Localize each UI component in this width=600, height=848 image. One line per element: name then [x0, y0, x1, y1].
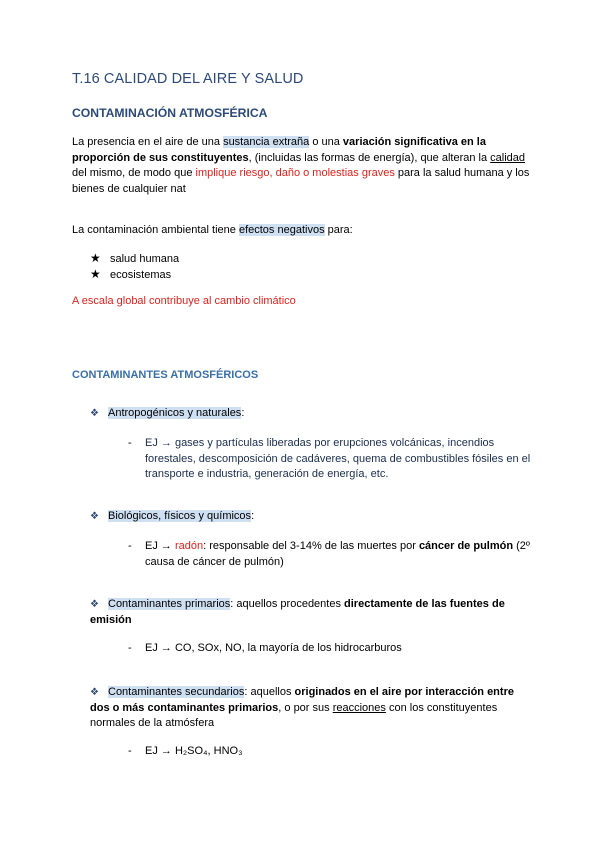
text-run: La contaminación ambiental tiene — [72, 224, 239, 236]
example-text: EJ → gases y partículas liberadas por erupciones volcánicas, incendios forestales, descomposición de cadáveres, quema de combustibles fósiles en el transporte e industria, generación de energía, etc. — [145, 437, 531, 480]
list-item-text: ecosistemas — [110, 269, 172, 281]
bold-text: cáncer de pulmón — [418, 540, 514, 552]
list-item — [90, 251, 179, 267]
definition-paragraph — [72, 135, 532, 197]
dash-bullet: - — [128, 642, 132, 654]
text-run: , (incluidas las formas de energía), que alteran la — [248, 151, 491, 164]
text-run: La presencia en el aire de una — [72, 136, 224, 148]
text-run: EJ → — [145, 540, 175, 552]
list-item — [90, 597, 520, 628]
bold-text: directamente de las fuentes de emisión — [90, 598, 505, 626]
page-title: T.16 CALIDAD DEL AIRE Y SALUD — [72, 71, 304, 87]
diamond-bullet-icon: ❖ — [90, 408, 99, 419]
star-icon: ★ — [90, 267, 101, 281]
text-run: o una — [309, 136, 343, 148]
text-run: : aquellos — [244, 686, 295, 698]
list-item — [90, 406, 244, 422]
example-text: EJ → CO, SOx, NO, la mayoría de los hidrocarburos — [145, 642, 402, 654]
item-label: Biológicos, físicos y químicos — [108, 510, 252, 522]
text-run: para la salud humana y los bienes de cualquier nat — [72, 167, 530, 195]
text-run: : — [251, 510, 255, 522]
dash-bullet: - — [128, 437, 132, 449]
example-item — [128, 744, 535, 760]
list-item — [90, 509, 254, 525]
effects-list — [90, 251, 179, 283]
diamond-bullet-icon: ❖ — [90, 687, 99, 698]
item-label: Antropogénicos y naturales — [108, 407, 242, 419]
diamond-bullet-icon: ❖ — [90, 511, 99, 522]
underlined-text: reacciones — [332, 701, 386, 714]
text-run: con los constituyentes normales de la atmósfera — [90, 701, 498, 729]
effects-sentence — [72, 224, 353, 236]
example-item — [128, 539, 545, 570]
example-text: EJ → H₂SO₄, HNO₃ — [145, 745, 243, 757]
bold-text: variación significativa en la proporción de sus constituyentes — [72, 136, 486, 164]
red-text: radón — [174, 540, 204, 552]
list-item — [90, 685, 520, 732]
dash-bullet: - — [128, 540, 132, 552]
highlight-text: efectos negativos — [238, 224, 325, 236]
item-label: Contaminantes primarios — [108, 598, 231, 610]
text-run: : aquellos procedentes — [230, 598, 345, 610]
underlined-text: calidad — [490, 151, 526, 164]
list-item — [90, 267, 179, 283]
item-label: Contaminantes secundarios — [108, 686, 245, 698]
star-icon: ★ — [90, 251, 101, 265]
text-run: (2º causa de cáncer de pulmón) — [145, 540, 530, 568]
bold-text: originados en el aire por interacción entre dos o más contaminantes primarios — [90, 686, 514, 714]
text-run: del mismo, de modo que — [72, 167, 196, 179]
global-note: A escala global contribuye al cambio climático — [72, 295, 296, 307]
dash-bullet: - — [128, 745, 132, 757]
section-heading-contaminantes: CONTAMINANTES ATMOSFÉRICOS — [72, 369, 259, 381]
highlight-text: sustancia extraña — [223, 136, 310, 148]
example-item — [128, 436, 535, 483]
diamond-bullet-icon: ❖ — [90, 599, 99, 610]
text-run: : responsable del 3-14% de las muertes por — [203, 540, 419, 552]
text-run: : — [241, 407, 245, 419]
text-run: , o por sus — [278, 701, 333, 714]
example-text — [145, 539, 545, 570]
text-run: para: — [324, 224, 353, 236]
example-item — [128, 641, 535, 657]
list-item-text: salud humana — [110, 253, 180, 265]
section-heading-contaminacion: CONTAMINACIÓN ATMOSFÉRICA — [72, 106, 268, 120]
red-text: implique riesgo, daño o molestias graves — [195, 167, 395, 179]
